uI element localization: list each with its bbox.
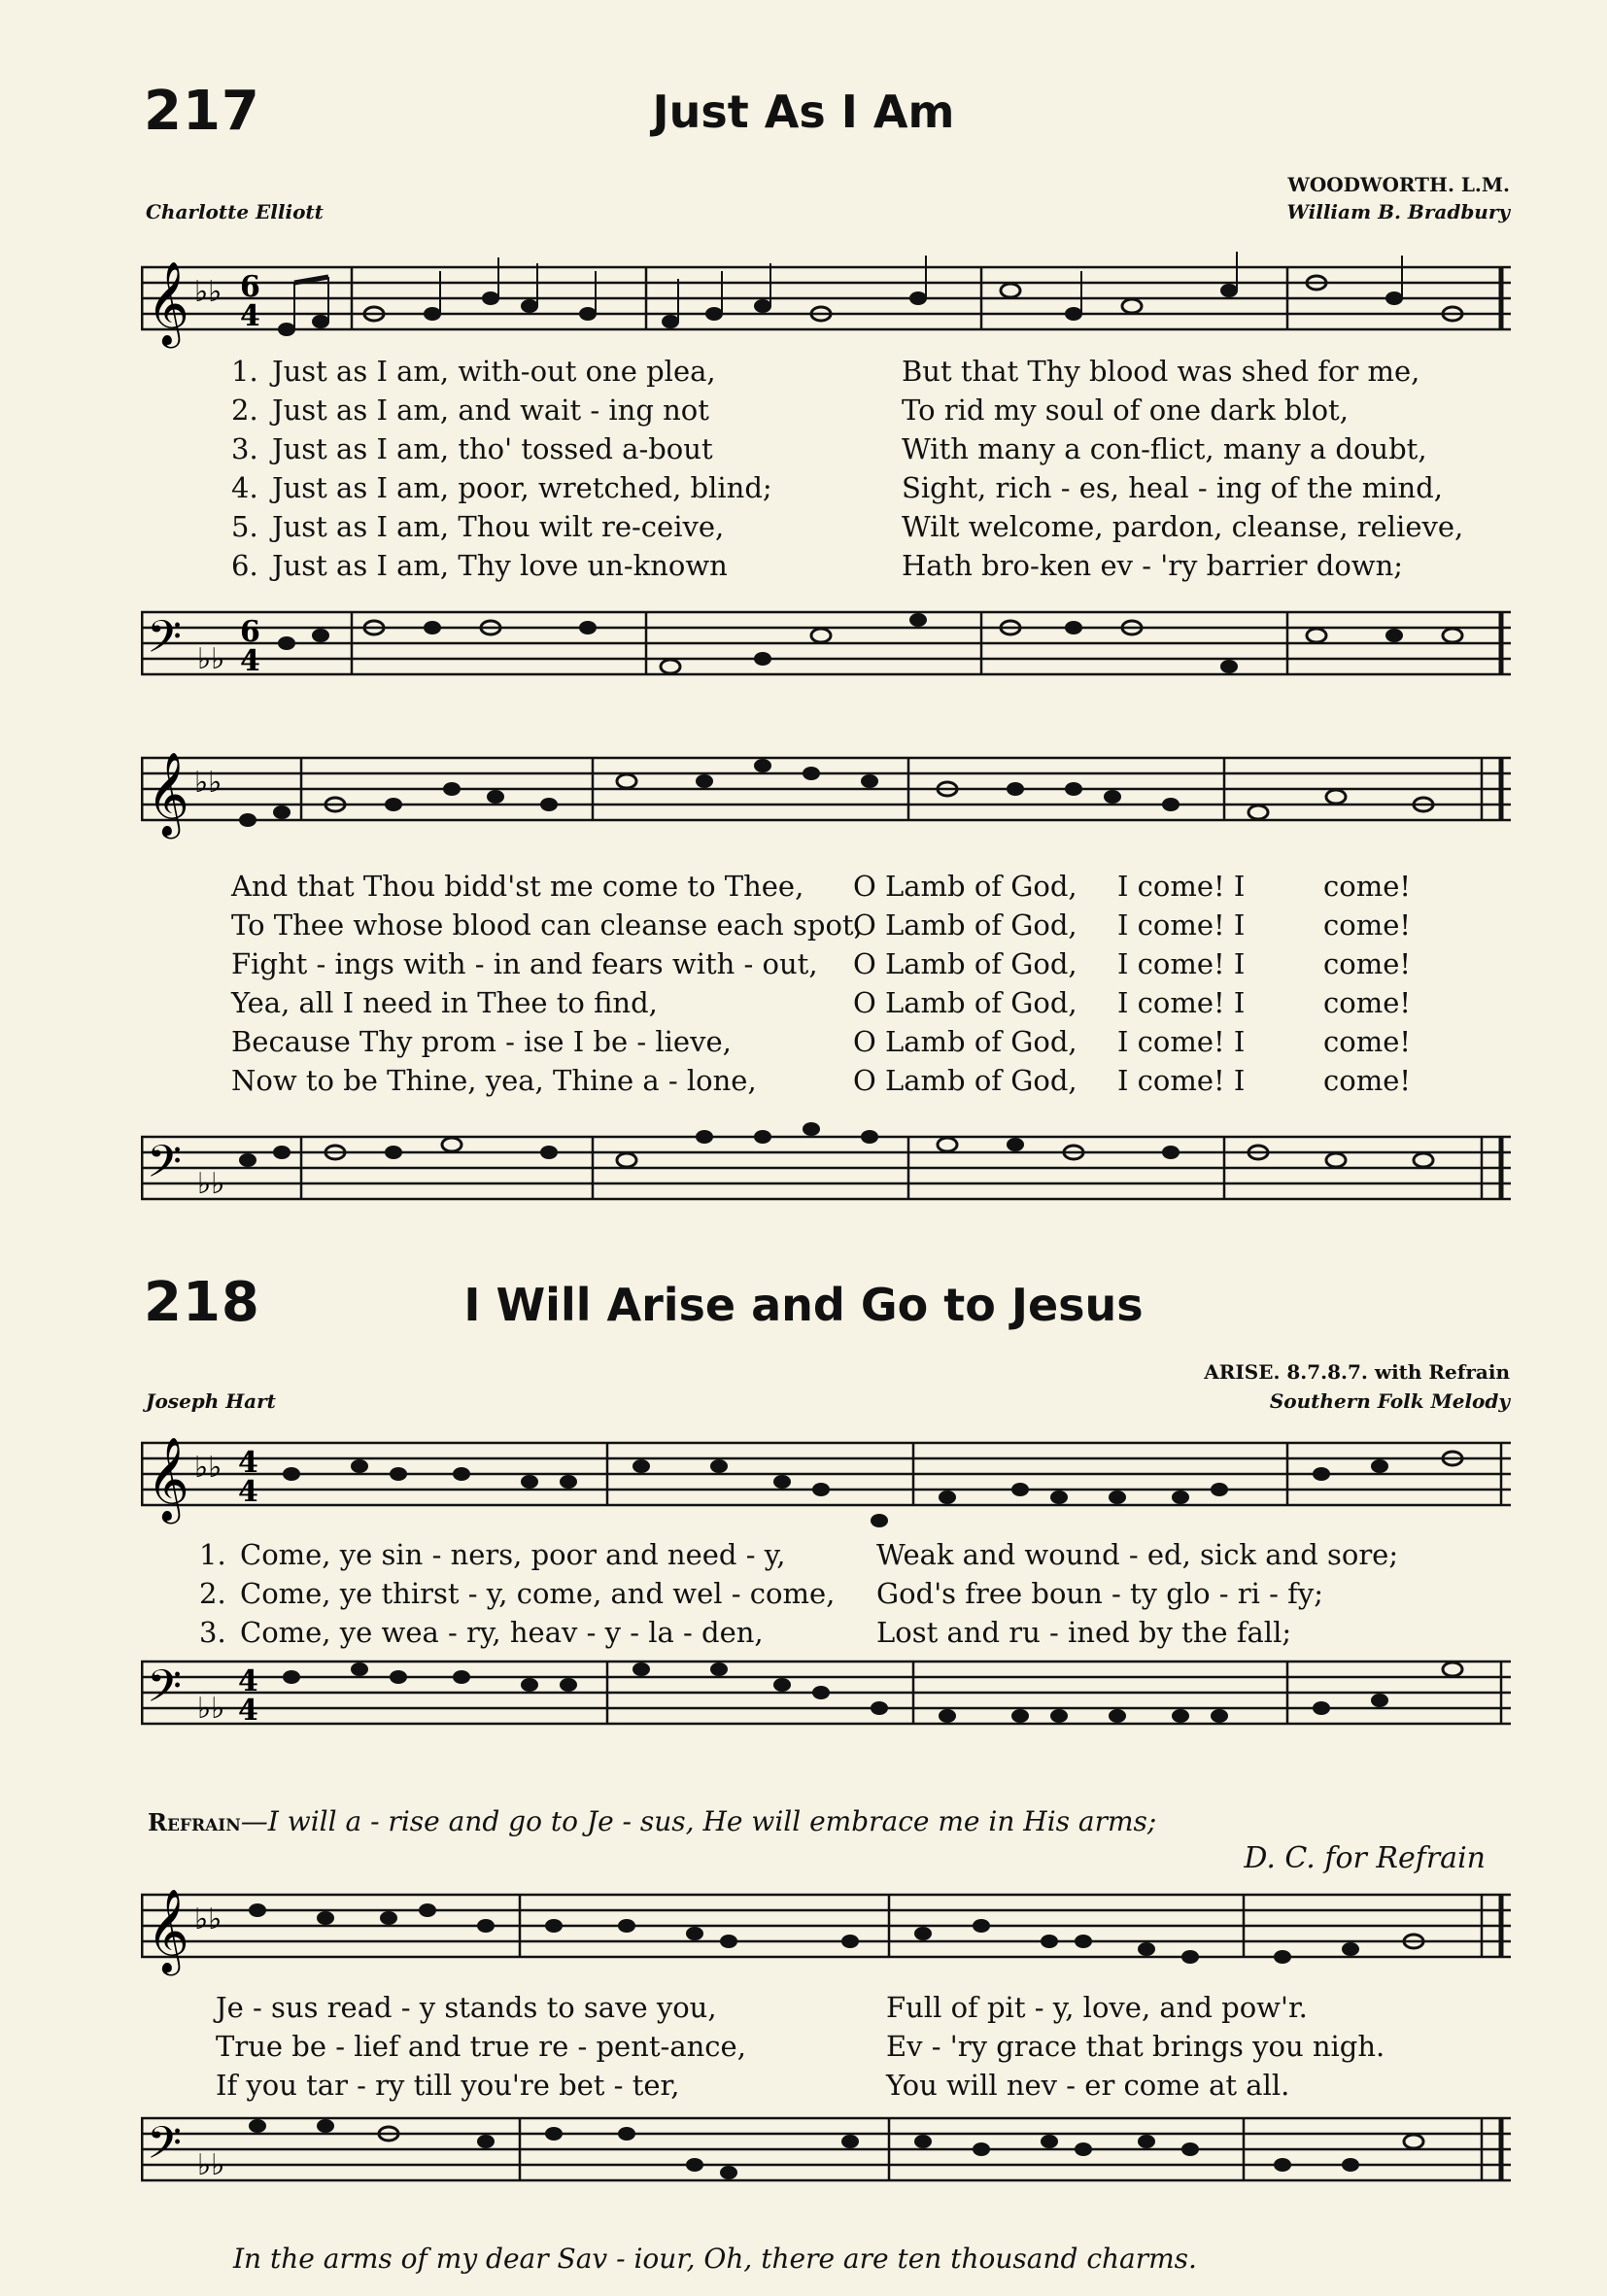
lyric-line: Now to be Thine, yea, Thine a - lone, O Lamb of God, I come! I come! (231, 1064, 1412, 1097)
svg-text:♭♭: ♭♭ (197, 642, 225, 676)
lyric-line: True be - lief and true re - pent-ance, Ev - 'ry grace that brings you nigh. (216, 2030, 1385, 2063)
refrain-text-1: I will a - rise and go to Je - sus, He will embrace me in His arms; (267, 1805, 1157, 1837)
svg-text:♭♭: ♭♭ (194, 766, 222, 800)
lyric-line: Fight - ings with - in and fears with - out, O Lamb of God, I come! I come! (231, 947, 1412, 980)
svg-text:𝄢: 𝄢 (147, 611, 183, 674)
tune-name-218: ARISE. 8.7.8.7. with Refrain (1204, 1360, 1510, 1384)
svg-text:4: 4 (240, 299, 260, 333)
bass-staff-217-b (141, 1117, 1521, 1224)
composer-217: William B. Bradbury (1286, 200, 1510, 223)
svg-text:𝄞: 𝄞 (147, 752, 189, 836)
svg-text:𝄢: 𝄢 (147, 1661, 183, 1724)
bass-staff-218-b (141, 2099, 1521, 2206)
svg-text:𝄢: 𝄢 (147, 2117, 183, 2180)
svg-text:4: 4 (238, 1475, 258, 1509)
svg-text:♭♭: ♭♭ (194, 1451, 222, 1485)
svg-text:♭♭: ♭♭ (197, 2148, 225, 2182)
svg-text:𝄢: 𝄢 (147, 1136, 183, 1199)
author-218: Joseph Hart (146, 1389, 276, 1413)
bass-staff-218-a (141, 1642, 1521, 1749)
svg-text:♭♭: ♭♭ (197, 1167, 225, 1201)
lyric-line: If you tar - ry till you're bet - ter, You will nev - er come at all. (216, 2069, 1290, 2102)
svg-text:𝄞: 𝄞 (147, 261, 189, 345)
lyric-line: Yea, all I need in Thee to find, O Lamb of God, I come! I come! (231, 986, 1412, 1019)
author-217: Charlotte Elliott (146, 200, 324, 223)
hymn-number-218: 218 (144, 1271, 260, 1334)
lyrics-218-system-1 (199, 1535, 1398, 1652)
lyric-line: 3. Just as I am, tho' tossed a-bout With many a con-flict, many a doubt, (231, 432, 1427, 465)
svg-text:6: 6 (240, 270, 260, 304)
lyric-line: 2. Come, ye thirst - y, come, and wel - come, God's free boun - ty glo - ri - fy; (199, 1577, 1324, 1610)
svg-text:4: 4 (238, 1446, 258, 1480)
lyrics-218-system-2 (216, 1988, 1385, 2105)
treble-staff-217-b (141, 738, 1521, 845)
composer-218: Southern Folk Melody (1269, 1389, 1510, 1413)
hymn-number-217: 217 (144, 80, 260, 143)
lyric-line: 3. Come, ye wea - ry, heav - y - la - den, Lost and ru - ined by the fall; (199, 1616, 1292, 1649)
lyric-line: Because Thy prom - ise I be - lieve, O Lamb of God, I come! I come! (231, 1025, 1412, 1058)
treble-staff-218-b (141, 1875, 1521, 1982)
svg-text:♭♭: ♭♭ (197, 1692, 225, 1726)
bass-staff-217-a (141, 593, 1521, 700)
svg-text:♭♭: ♭♭ (194, 275, 222, 309)
treble-staff-218-a (141, 1423, 1521, 1530)
svg-text:𝄞: 𝄞 (147, 1889, 189, 1972)
lyric-line: Je - sus read - y stands to save you, Full of pit - y, love, and pow'r. (216, 1991, 1308, 2024)
lyric-line: To Thee whose blood can cleanse each spot,O Lamb of God, I come! I come! (231, 908, 1412, 942)
lyrics-217-system-1 (231, 352, 1463, 585)
lyric-line: 5. Just as I am, Thou wilt re-ceive, Wilt welcome, pardon, cleanse, relieve, (231, 510, 1464, 543)
treble-staff-217-a (141, 248, 1521, 355)
hymn-title-217: Just As I Am (652, 86, 955, 138)
svg-text:4: 4 (240, 644, 260, 678)
svg-text:♭♭: ♭♭ (194, 1902, 222, 1936)
hymn-title-218: I Will Arise and Go to Jesus (463, 1279, 1144, 1331)
lyric-line: 1. Just as I am, with-out one plea, But that Thy blood was shed for me, (231, 355, 1420, 388)
refrain-line-2: In the arms of my dear Sav - iour, Oh, there are ten thousand charms. (233, 2243, 1197, 2275)
svg-text:6: 6 (240, 615, 260, 649)
dc-for-refrain: D. C. for Refrain (1244, 1841, 1486, 1875)
refrain-label: Refrain (148, 1808, 241, 1836)
lyrics-217-system-2 (231, 867, 1411, 1100)
lyric-line: 6. Just as I am, Thy love un-known Hath bro-ken ev - 'ry barrier down; (231, 549, 1404, 582)
svg-text:4: 4 (238, 1694, 258, 1728)
svg-text:4: 4 (238, 1664, 258, 1698)
lyric-line: 1. Come, ye sin - ners, poor and need - y, Weak and wound - ed, sick and sore; (199, 1538, 1399, 1571)
lyric-line: 4. Just as I am, poor, wretched, blind; Sight, rich - es, heal - ing of the mind, (231, 471, 1443, 504)
refrain-line-1: Refrain—I will a - rise and go to Je - sus, He will embrace me in His arms; (148, 1805, 1157, 1837)
lyric-line: 2. Just as I am, and wait - ing not To rid my soul of one dark blot, (231, 394, 1349, 427)
svg-text:𝄞: 𝄞 (147, 1437, 189, 1521)
lyric-line: And that Thou bidd'st me come to Thee, O Lamb of God, I come! I come! (231, 870, 1412, 903)
tune-name-217: WOODWORTH. L.M. (1287, 173, 1510, 196)
